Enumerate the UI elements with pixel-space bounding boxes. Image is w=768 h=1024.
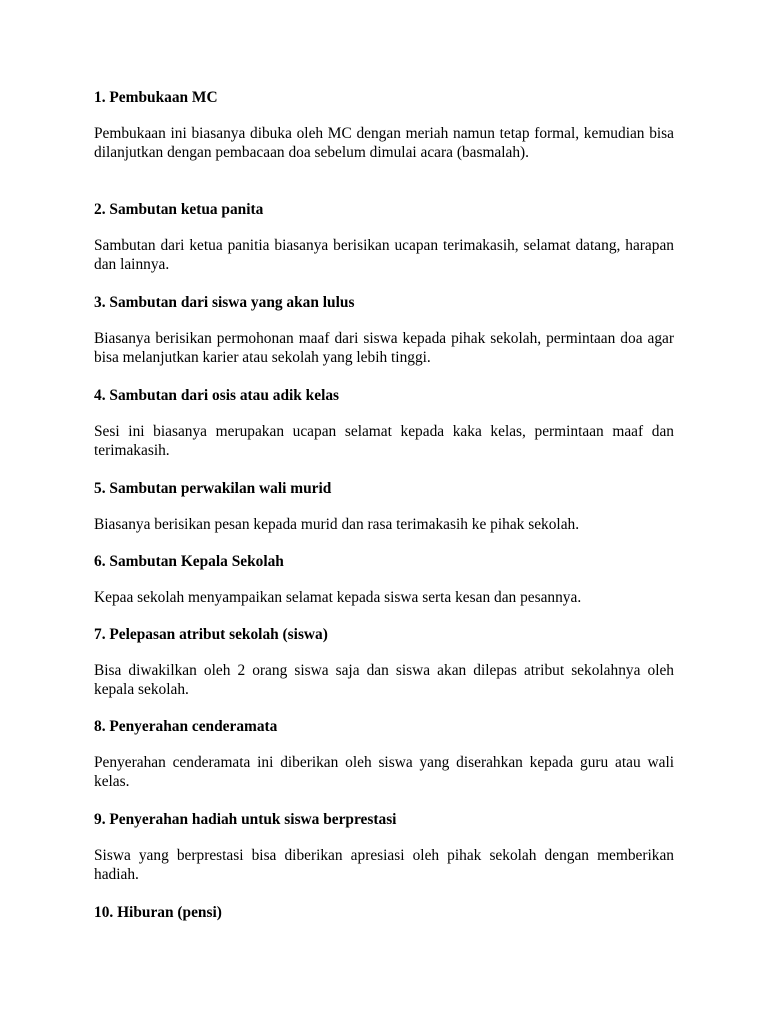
section-5 [94,479,674,534]
section-10 [94,903,674,922]
section-paragraph: Sesi ini biasanya merupakan ucapan selamat kepada kaka kelas, permintaan maaf dan terimakasih. [94,423,674,459]
section-heading: 9. Penyerahan hadiah untuk siswa berprestasi [94,811,397,828]
section-paragraph: Biasanya berisikan pesan kepada murid dan rasa terimakasih ke pihak sekolah. [94,516,580,533]
section-paragraph: Siswa yang berprestasi bisa diberikan apresiasi oleh pihak sekolah dengan memberikan hadiah. [94,847,674,883]
section-heading: 7. Pelepasan atribut sekolah (siswa) [94,626,328,643]
section-1 [94,88,674,162]
section-3 [94,293,674,367]
section-8 [94,717,674,791]
section-heading: 6. Sambutan Kepala Sekolah [94,553,284,570]
section-heading: 1. Pembukaan MC [94,89,218,106]
section-paragraph: Penyerahan cenderamata ini diberikan oleh siswa yang diserahkan kepada guru atau wali kelas. [94,754,674,790]
section-paragraph: Biasanya berisikan permohonan maaf dari siswa kepada pihak sekolah, permintaan doa agar bisa melanjutkan karier atau sekolah yang lebih tinggi. [94,330,674,366]
section-heading: 10. Hiburan (pensi) [94,904,222,921]
section-6 [94,552,674,607]
section-paragraph: Bisa diwakilkan oleh 2 orang siswa saja dan siswa akan dilepas atribut sekolahnya oleh kepala sekolah. [94,662,674,698]
section-heading: 4. Sambutan dari osis atau adik kelas [94,387,340,404]
section-heading: 3. Sambutan dari siswa yang akan lulus [94,294,355,311]
section-heading: 5. Sambutan perwakilan wali murid [94,480,332,497]
section-paragraph: Sambutan dari ketua panitia biasanya berisikan ucapan terimakasih, selamat datang, harapan dan lainnya. [94,237,674,273]
section-paragraph: Kepaa sekolah menyampaikan selamat kepada siswa serta kesan dan pesannya. [94,589,582,606]
section-9 [94,810,674,884]
section-4 [94,386,674,460]
section-2 [94,200,674,274]
section-heading: 2. Sambutan ketua panita [94,201,264,218]
section-heading: 8. Penyerahan cenderamata [94,718,278,735]
section-7 [94,625,674,699]
section-paragraph: Pembukaan ini biasanya dibuka oleh MC dengan meriah namun tetap formal, kemudian bisa dilanjutkan dengan pembacaan doa sebelum dimulai acara (basmalah). [94,125,674,161]
